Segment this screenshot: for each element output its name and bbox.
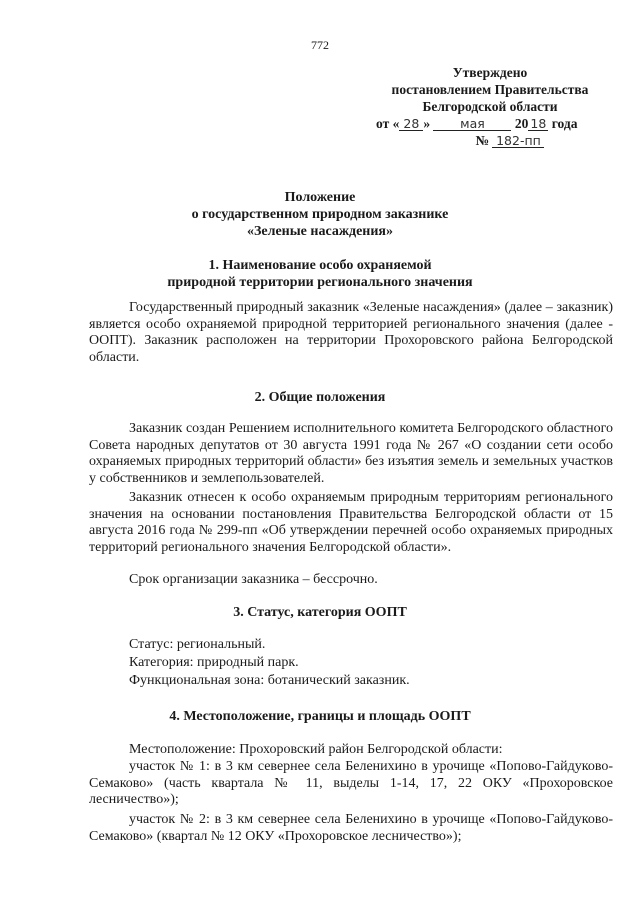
page-number: 772: [311, 38, 329, 52]
title-line-1: Положение: [284, 190, 356, 205]
section-4-heading: 4. Местоположение, границы и площадь ООПТ: [169, 709, 471, 724]
section-2-para-2: [89, 490, 613, 556]
section-2-para-1: [89, 421, 613, 487]
date-year-suffix: 18: [528, 117, 548, 131]
title-line-3: «Зеленые насаждения»: [247, 224, 393, 239]
section-1-text: [89, 300, 613, 366]
section-1-paragraph: Государственный природный заказник «Зеленые насаждения» (далее – заказник) является особо охраняемой природной территорией регионального значения (далее - ООПТ). Заказник расположен на территории Прохоровского района Белгородской области.: [89, 300, 613, 365]
section-2-heading: 2. Общие положения: [254, 390, 386, 405]
approval-line-3: Белгородской области: [422, 99, 558, 114]
plot-1: [89, 759, 613, 809]
section-2-paragraph-1: Заказник создан Решением исполнительного комитета Белгородского областного Совета народных депутатов от 30 августа 1991 года № 267 «О создании сети особо охраняемых природных территорий области» без изъятия земель и земельных участков у собственников и землепользователей.: [89, 421, 613, 486]
date-quote-close: »: [423, 116, 431, 131]
document-title: [0, 189, 640, 240]
zone-line: Функциональная зона: ботанический заказник.: [129, 673, 410, 688]
date-year-prefix: 20: [514, 116, 529, 131]
plot-2-text: участок № 2: в 3 км севернее села Беленихино в урочище «Попово-Гайдуково-Семаково» (квартал № 12 ОКУ «Прохоровское лесничество»);: [89, 812, 613, 844]
category-line: Категория: природный парк.: [129, 655, 299, 670]
title-line-2: о государственном природном заказнике: [191, 207, 449, 222]
approval-stamp: [370, 64, 610, 149]
section-3-heading: 3. Статус, категория ООПТ: [233, 605, 407, 620]
section-2-para-3: Срок организации заказника – бессрочно.: [129, 572, 378, 587]
location-line: Местоположение: Прохоровский район Белгородской области:: [129, 742, 503, 757]
section-1-heading-line-2: природной территории регионального значения: [167, 275, 473, 290]
section-1-heading-line-1: 1. Наименование особо охраняемой: [208, 258, 432, 273]
date-year-word: года: [551, 116, 578, 131]
date-prefix: от «: [376, 116, 400, 131]
number-prefix: №: [475, 133, 490, 148]
section-1-heading: [0, 257, 640, 291]
section-2-paragraph-2: Заказник отнесен к особо охраняемым природным территориям регионального значения на основании постановления Правительства Белгородской области от 15 августа 2016 года № 299-пп «Об утверждении перечней особо охраняемых природных территорий регионального значения Белгородской области».: [89, 490, 613, 555]
approval-date-line: [370, 115, 610, 132]
approval-line-1: Утверждено: [452, 65, 528, 80]
date-day: 28: [399, 117, 423, 131]
plot-2: [89, 812, 613, 845]
status-line: Статус: региональный.: [129, 637, 266, 652]
plot-1-text: участок № 1: в 3 км севернее села Беленихино в урочище «Попово-Гайдуково-Семаково» (часть квартала № 11, выделы 1-14, 17, 22 ОКУ «Прохоровское лесничество»);: [89, 759, 613, 807]
approval-number-line: [370, 132, 610, 149]
resolution-number: 182-пп: [492, 134, 544, 148]
approval-line-2: постановлением Правительства: [391, 82, 589, 97]
date-month: мая: [433, 117, 511, 131]
